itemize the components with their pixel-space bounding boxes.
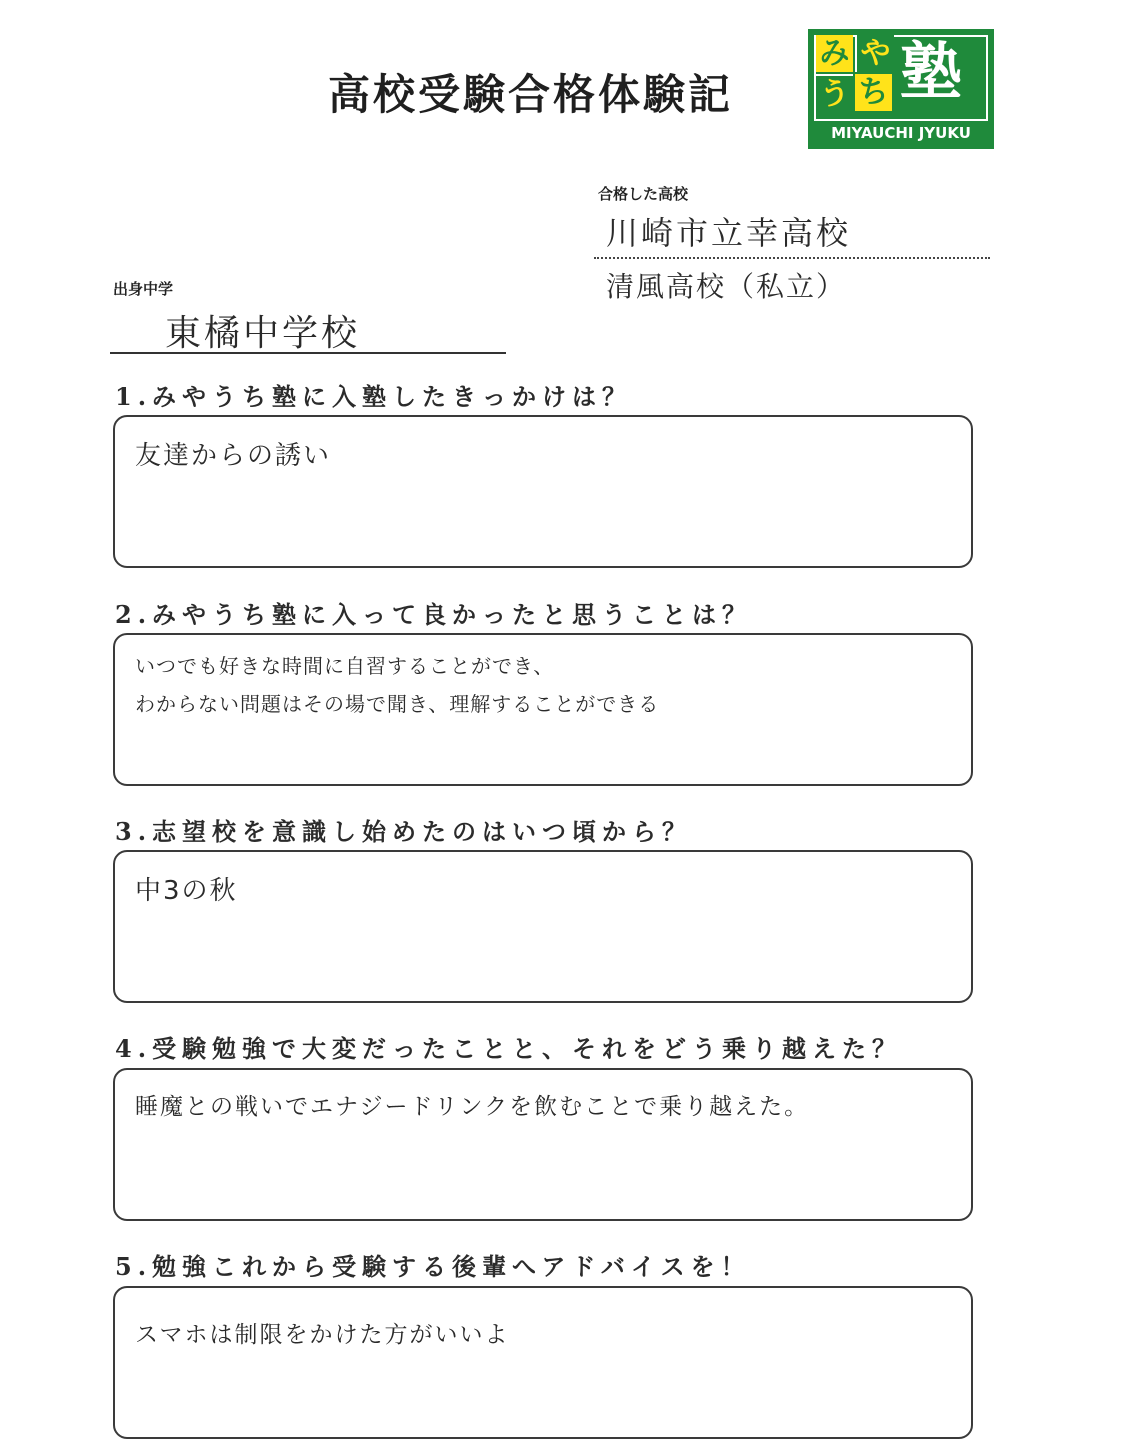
answer-1-line-1: 友達からの誘い xyxy=(135,441,332,471)
middle-school-underline xyxy=(110,352,506,354)
answer-2-lines xyxy=(135,647,659,723)
answer-3-line-1: 中3の秋 xyxy=(135,876,238,906)
answer-2-line-1: いつでも好きな時間に自習することができ、 xyxy=(135,654,555,678)
passed-school-label: 合格した高校 xyxy=(598,185,689,203)
miyauchi-juku-logo xyxy=(808,29,994,149)
answer-5-line-1: スマホは制限をかけた方がいいよ xyxy=(135,1322,510,1348)
logo-english-name: MIYAUCHI JYUKU xyxy=(831,124,971,142)
logo-kana-ya: や xyxy=(855,35,894,72)
answer-box-2 xyxy=(113,633,973,786)
question-3: 3.志望校を意識し始めたのはいつ頃から？ xyxy=(115,817,693,846)
answer-box-1 xyxy=(113,415,973,568)
middle-school-label: 出身中学 xyxy=(113,280,174,298)
question-4: 4.受験勉強で大変だったことと、それをどう乗り越えた？ xyxy=(115,1034,903,1063)
question-1: 1.みやうち塾に入塾したきっかけは？ xyxy=(115,382,633,411)
answer-box-4 xyxy=(113,1068,973,1221)
question-2: 2.みやうち塾に入って良かったと思うことは？ xyxy=(115,600,753,629)
answer-4-line-1: 睡魔との戦いでエナジードリンクを飲むことで乗り越えた。 xyxy=(135,1094,810,1120)
logo-kanji-juku: 塾 xyxy=(900,35,963,108)
passed-school-underline xyxy=(594,257,990,259)
passed-school-1: 川崎市立幸高校 xyxy=(606,214,852,252)
logo-kana-u: う xyxy=(816,74,853,113)
answer-box-5 xyxy=(113,1286,973,1439)
middle-school-value: 東橘中学校 xyxy=(165,313,361,354)
page-title: 高校受験合格体験記 xyxy=(328,70,734,119)
question-5: 5.勉強これから受験する後輩へアドバイスを！ xyxy=(115,1252,751,1281)
answer-2-line-2: わからない問題はその場で聞き、理解することができる xyxy=(135,692,660,716)
passed-school-2: 清風高校（私立） xyxy=(606,270,847,303)
logo-kana-chi: ち xyxy=(855,74,892,111)
logo-kana-mi: み xyxy=(816,35,853,72)
answer-box-3 xyxy=(113,850,973,1003)
